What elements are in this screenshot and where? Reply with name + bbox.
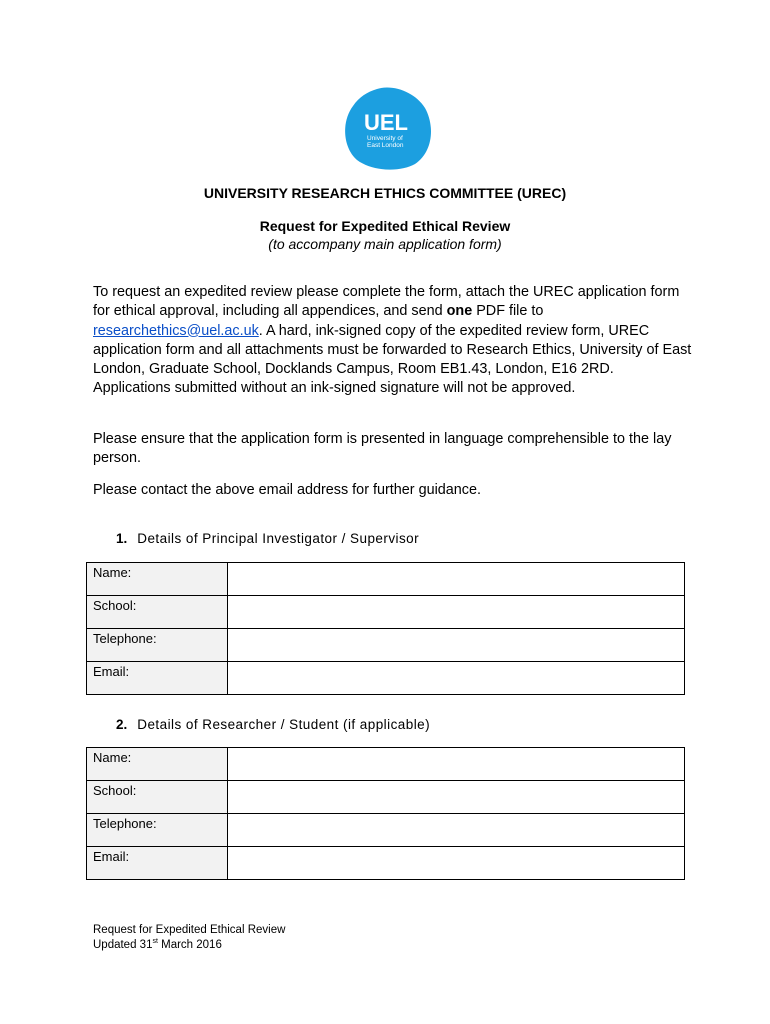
document-subtitle-note: (to accompany main application form)	[268, 236, 502, 252]
student-name-field[interactable]	[228, 748, 685, 781]
table-row	[87, 563, 685, 596]
table-row	[87, 596, 685, 629]
table-row	[87, 662, 685, 695]
pi-telephone-label: Telephone:	[87, 629, 228, 662]
pi-email-label: Email:	[87, 662, 228, 695]
student-name-label: Name:	[87, 748, 228, 781]
table-row	[87, 847, 685, 880]
intro-text-c: . A hard, ink-signed copy of the expedited review form, UREC application form and all attachments must be forwarded to Research Ethics, University of East London, Graduate School, Docklands Campus, Room EB1.43, London, E16 2RD. Applications submitted without an ink-signed signature will not be approved.	[93, 322, 692, 397]
section-2-title: Details of Researcher / Student (if applicable)	[137, 717, 431, 732]
footer-date-sup: st	[152, 938, 158, 946]
table-row	[87, 629, 685, 662]
logo-line-1: University of	[367, 135, 403, 142]
section-1-number: 1.	[116, 531, 128, 546]
student-school-field[interactable]	[228, 781, 685, 814]
logo-mark: UEL	[364, 110, 408, 135]
intro-bold-one: one	[446, 303, 473, 320]
researcher-student-table	[86, 747, 685, 880]
footer-date-a: Updated 31	[93, 939, 153, 951]
student-email-label: Email:	[87, 847, 228, 880]
footer-date-b: March 2016	[157, 939, 222, 951]
document-title: UNIVERSITY RESEARCH ETHICS COMMITTEE (UREC)	[203, 185, 567, 201]
student-telephone-field[interactable]	[228, 814, 685, 847]
student-school-label: School:	[87, 781, 228, 814]
principal-investigator-table	[86, 562, 685, 695]
footer-line-1: Request for Expedited Ethical Review	[93, 924, 286, 936]
student-email-field[interactable]	[228, 847, 685, 880]
uel-logo	[343, 86, 433, 171]
pi-telephone-field[interactable]	[228, 629, 685, 662]
table-row	[87, 781, 685, 814]
intro-paragraph-1	[93, 283, 693, 399]
ethics-email-link[interactable]: researchethics@uel.ac.uk	[93, 322, 259, 339]
pi-email-field[interactable]	[228, 662, 685, 695]
section-1-title: Details of Principal Investigator / Supervisor	[137, 531, 420, 546]
table-row	[87, 748, 685, 781]
pi-school-label: School:	[87, 596, 228, 629]
section-1-heading	[116, 531, 419, 546]
pi-name-label: Name:	[87, 563, 228, 596]
intro-text-a: To request an expedited review please complete the form, attach the UREC application form for ethical approval, including all appendices, and send	[93, 284, 680, 320]
section-2-heading	[116, 717, 430, 732]
student-telephone-label: Telephone:	[87, 814, 228, 847]
table-row	[87, 814, 685, 847]
pi-school-field[interactable]	[228, 596, 685, 629]
intro-text-b: PDF file to	[472, 303, 544, 320]
intro-paragraph-2: Please ensure that the application form is presented in language comprehensible to the lay person.	[93, 431, 672, 467]
uel-logo-icon	[343, 86, 433, 171]
document-subtitle: Request for Expedited Ethical Review	[259, 218, 511, 234]
pi-name-field[interactable]	[228, 563, 685, 596]
footer-line-2	[93, 938, 222, 953]
logo-line-2: East London	[367, 142, 404, 149]
intro-paragraph-3: Please contact the above email address for further guidance.	[93, 482, 481, 498]
section-2-number: 2.	[116, 717, 128, 732]
